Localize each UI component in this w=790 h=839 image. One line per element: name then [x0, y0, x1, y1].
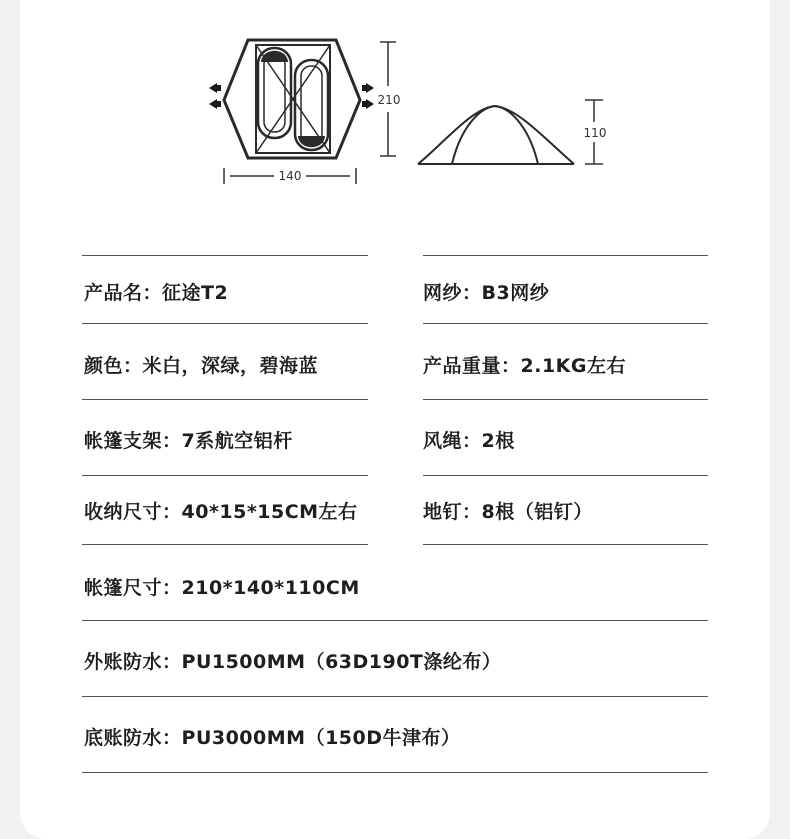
divider	[82, 399, 368, 400]
spec-packed-size	[84, 500, 358, 524]
spec-floor-waterproof	[84, 726, 461, 750]
spec-value: 米白，深绿，碧海蓝	[142, 355, 319, 377]
spec-label: 产品名：	[84, 282, 163, 304]
divider	[82, 323, 368, 324]
divider	[423, 544, 708, 545]
divider	[82, 620, 708, 621]
spec-tent-size	[84, 576, 360, 600]
spec-label: 外账防水：	[84, 651, 182, 673]
spec-value: 2根	[481, 430, 515, 452]
spec-label: 收纳尺寸：	[84, 501, 182, 523]
spec-value: 征途T2	[162, 282, 229, 304]
spec-label: 底账防水：	[84, 727, 182, 749]
divider	[423, 399, 708, 400]
divider	[423, 323, 708, 324]
divider	[82, 255, 368, 256]
spec-value: 8根（铝钉）	[481, 501, 593, 523]
spec-value: 40*15*15CM左右	[181, 501, 358, 523]
spec-weight	[423, 354, 626, 378]
divider	[423, 255, 708, 256]
divider	[82, 475, 368, 476]
width-label: 140	[278, 169, 302, 183]
spec-outer-waterproof	[84, 650, 501, 674]
spec-color	[84, 354, 318, 378]
spec-label: 地钉：	[423, 501, 482, 523]
spec-value: 2.1KG左右	[520, 355, 626, 377]
spec-label: 帐篷尺寸：	[84, 577, 182, 599]
spec-label: 颜色：	[84, 355, 143, 377]
spec-product-name	[84, 281, 228, 305]
spec-label: 网纱：	[423, 282, 482, 304]
divider	[82, 544, 368, 545]
divider	[423, 475, 708, 476]
length-label: 210	[377, 93, 401, 107]
tent-diagram	[0, 0, 790, 200]
spec-value: B3网纱	[481, 282, 550, 304]
divider	[82, 772, 708, 773]
tent-top-view	[224, 40, 360, 158]
spec-stakes	[423, 500, 593, 524]
spec-label: 产品重量：	[423, 355, 521, 377]
spec-value: PU1500MM（63D190T涤纶布）	[181, 651, 502, 673]
tent-side-view	[418, 106, 574, 164]
divider	[82, 696, 708, 697]
height-label: 110	[583, 126, 607, 140]
spec-value: PU3000MM（150D牛津布）	[181, 727, 461, 749]
spec-value: 7系航空铝杆	[181, 430, 293, 452]
spec-value: 210*140*110CM	[181, 577, 360, 599]
spec-label: 帐篷支架：	[84, 430, 182, 452]
spec-mesh	[423, 281, 549, 305]
spec-frame	[84, 429, 293, 453]
spec-guy-ropes	[423, 429, 515, 453]
spec-label: 风绳：	[423, 430, 482, 452]
